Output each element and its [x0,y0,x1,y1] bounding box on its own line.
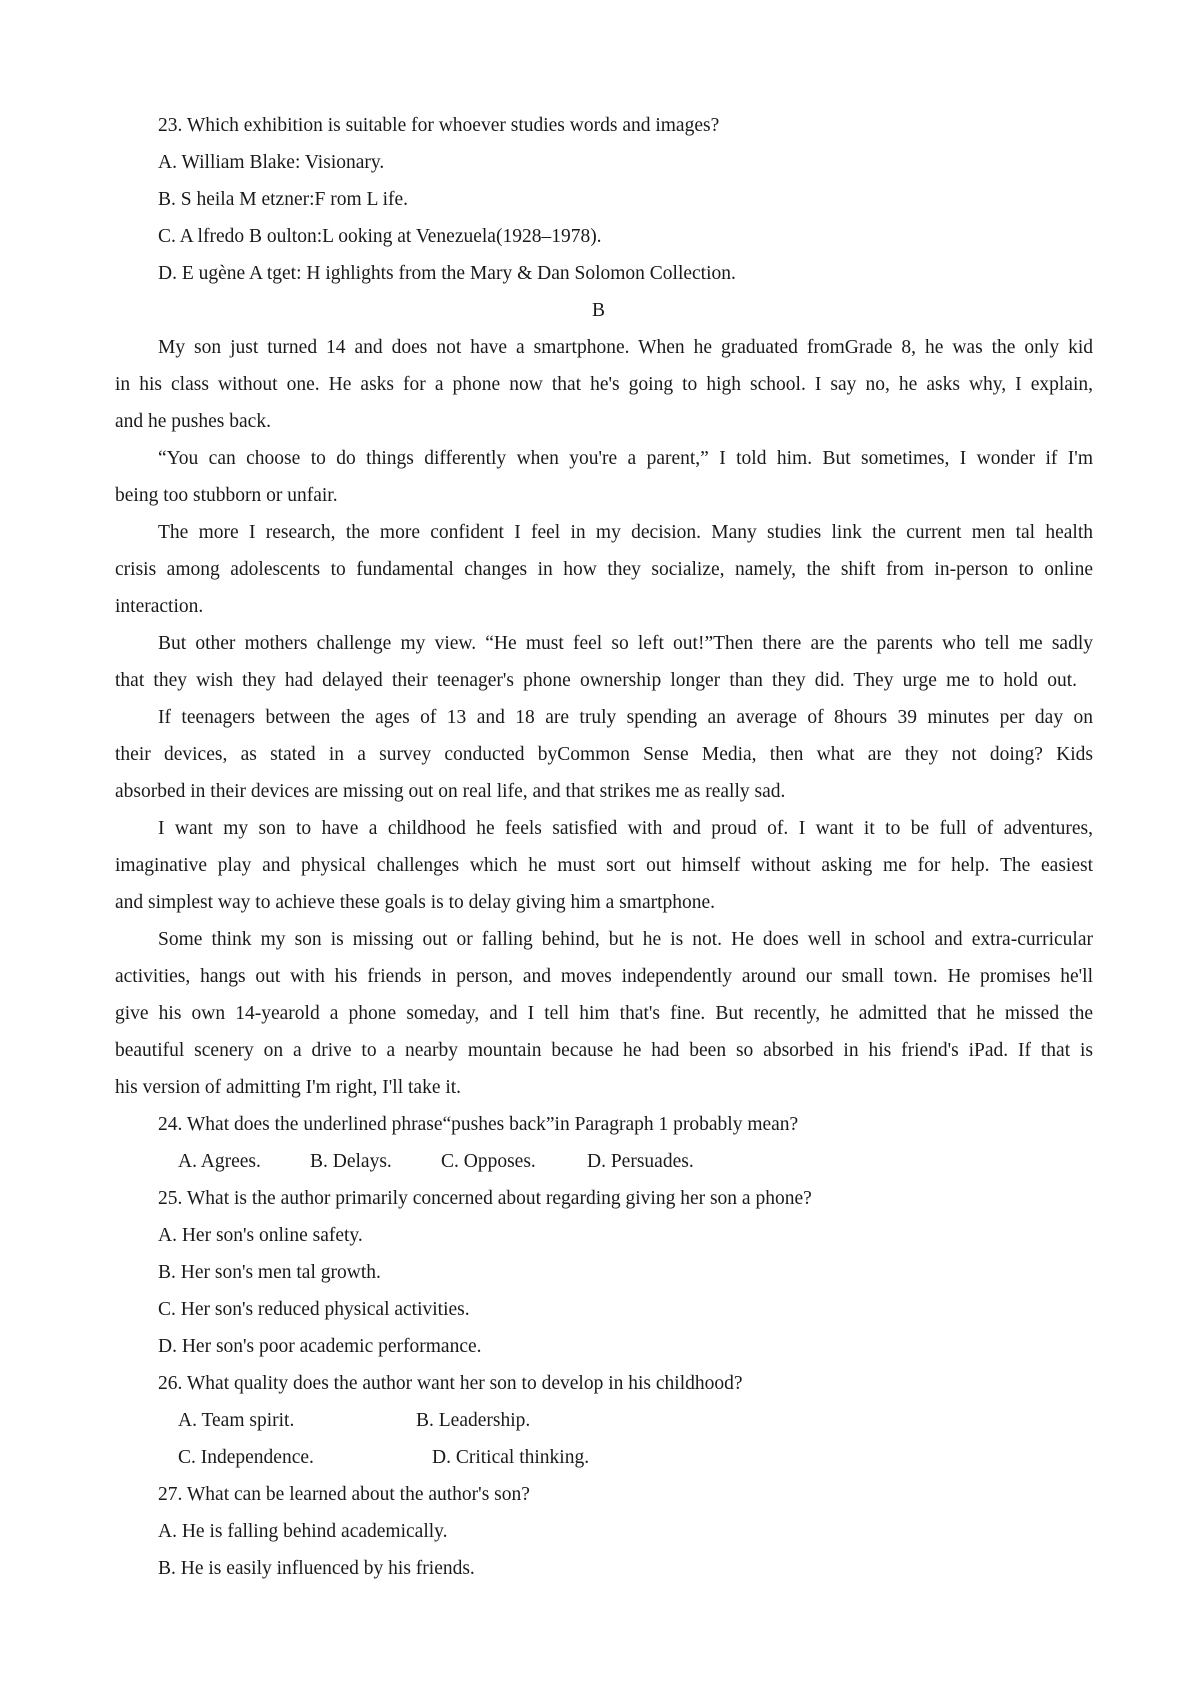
question-25-option-d: D. Her son's poor academic performance. [158,1336,482,1357]
passage-line: imaginative play and physical challenges which he must sort out himself without asking me for help. The easiest [115,855,1093,876]
passage-line: and simplest way to achieve these goals is to delay giving him a smartphone. [115,892,716,913]
question-23-option-d: D. E ugène A tget: H ighlights from the Mary & Dan Solomon Collection. [158,263,736,284]
passage-line: being too stubborn or unfair. [115,485,338,506]
passage-heading: B [592,300,606,321]
question-26-option-a: A. Team spirit. [178,1410,295,1431]
question-26-option-c: C. Independence. [178,1447,314,1468]
passage-line: his version of admitting I'm right, I'll take it. [115,1077,462,1098]
question-27-option-b: B. He is easily influenced by his friends. [158,1558,475,1579]
passage-line: absorbed in their devices are missing out on real life, and that strikes me as really sad. [115,781,786,802]
question-26-option-d: D. Critical thinking. [432,1447,590,1468]
question-24-stem: 24. What does the underlined phrase“pushes back”in Paragraph 1 probably mean? [158,1114,799,1135]
question-26-stem: 26. What quality does the author want her son to develop in his childhood? [158,1373,743,1394]
passage-line: “You can choose to do things differently when you're a parent,” I told him. But sometimes, I wonder if I'm [158,448,1093,469]
passage-line: give his own 14-yearold a phone someday, and I tell him that's fine. But recently, he admitted that he missed the [115,1003,1093,1024]
passage-line: in his class without one. He asks for a phone now that he's going to high school. I say no, he asks why, I explain, [115,374,1093,395]
question-24-option-d: D. Persuades. [587,1151,694,1172]
passage-line: interaction. [115,596,204,617]
passage-line: My son just turned 14 and does not have a smartphone. When he graduated fromGrade 8, he was the only kid [158,337,1093,358]
passage-line: their devices, as stated in a survey conducted byCommon Sense Media, then what are they not doing? Kids [115,744,1093,765]
question-23-option-a: A. William Blake: Visionary. [158,152,385,173]
passage-line: beautiful scenery on a drive to a nearby mountain because he had been so absorbed in his friend's iPad. If that is [115,1040,1093,1061]
passage-line: and he pushes back. [115,411,271,432]
question-27-stem: 27. What can be learned about the author's son? [158,1484,530,1505]
passage-line: But other mothers challenge my view. “He must feel so left out!”Then there are the parents who tell me sadly [158,633,1093,654]
passage-line: that they wish they had delayed their teenager's phone ownership longer than they did. They urge me to hold out. [115,670,1077,691]
passage-line: Some think my son is missing out or falling behind, but he is not. He does well in school and extra-curricular [158,929,1093,950]
passage-line: I want my son to have a childhood he feels satisfied with and proud of. I want it to be full of adventures, [158,818,1093,839]
question-25-option-b: B. Her son's men tal growth. [158,1262,381,1283]
question-23-option-b: B. S heila M etzner:F rom L ife. [158,189,409,210]
question-23-option-c: C. A lfredo B oulton:L ooking at Venezuela(1928–1978). [158,226,602,247]
question-24-option-c: C. Opposes. [441,1151,536,1172]
passage-line: The more I research, the more confident I feel in my decision. Many studies link the current men tal health [158,522,1093,543]
question-24-option-b: B. Delays. [310,1151,392,1172]
question-25-stem: 25. What is the author primarily concerned about regarding giving her son a phone? [158,1188,812,1209]
question-26-option-b: B. Leadership. [416,1410,531,1431]
question-23-stem: 23. Which exhibition is suitable for whoever studies words and images? [158,115,720,136]
passage-line: activities, hangs out with his friends in person, and moves independently around our small town. He promises he'll [115,966,1093,987]
passage-line: crisis among adolescents to fundamental changes in how they socialize, namely, the shift from in-person to online [115,559,1093,580]
question-27-option-a: A. He is falling behind academically. [158,1521,448,1542]
passage-line: If teenagers between the ages of 13 and 18 are truly spending an average of 8hours 39 minutes per day on [158,707,1093,728]
question-25-option-c: C. Her son's reduced physical activities. [158,1299,470,1320]
question-25-option-a: A. Her son's online safety. [158,1225,363,1246]
question-24-option-a: A. Agrees. [178,1151,261,1172]
